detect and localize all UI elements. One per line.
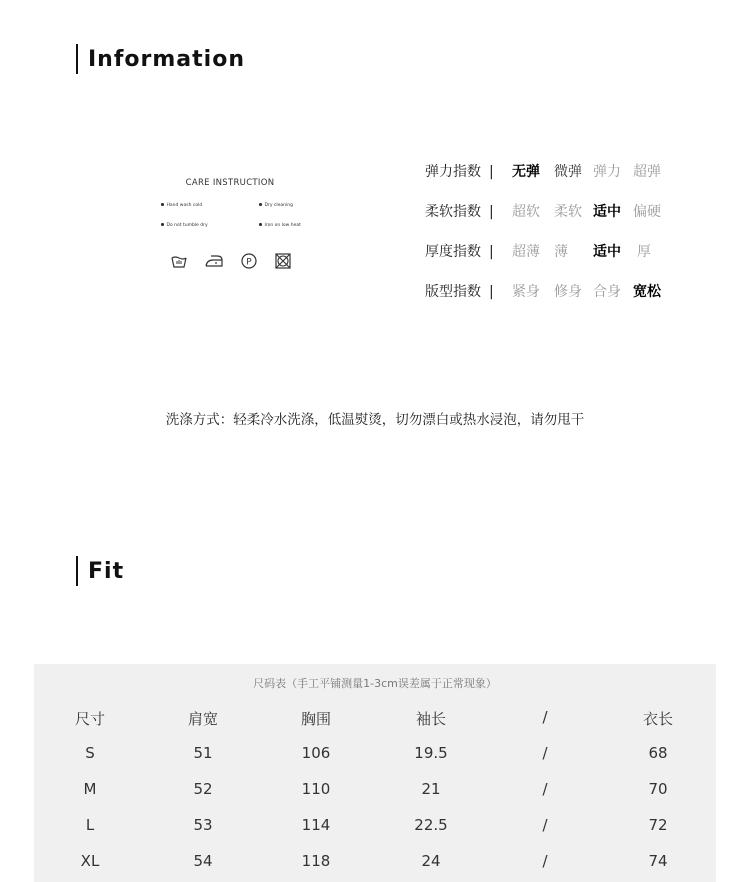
- size-table-cell: 68: [648, 744, 668, 762]
- index-option-active: 宽松: [633, 284, 661, 300]
- care-item-iron-low: [259, 223, 301, 228]
- fit-section-title: [76, 556, 124, 586]
- index-option: 偏硬: [633, 204, 661, 220]
- size-header-cell: /: [542, 708, 548, 726]
- size-table-cell: 51: [193, 744, 213, 762]
- index-option: 微弹: [554, 164, 582, 180]
- bullet-icon: [259, 203, 262, 206]
- index-option: 弹力: [593, 164, 621, 180]
- care-item-hand-wash: [161, 203, 202, 208]
- size-table-cell: 53: [193, 816, 213, 834]
- index-option: 超弹: [633, 164, 661, 180]
- care-heading: CARE INSTRUCTION: [185, 178, 275, 188]
- index-row-thickness: [425, 240, 685, 264]
- size-header-cell: 尺寸: [74, 710, 105, 728]
- size-table-cell: 24: [421, 852, 441, 870]
- size-table-cell: M: [83, 780, 97, 798]
- size-table-cell: 72: [648, 816, 668, 834]
- size-table-cell: 22.5: [414, 816, 448, 834]
- index-separator: |: [489, 204, 494, 220]
- care-instruction-card: [155, 170, 315, 280]
- index-separator: |: [489, 164, 494, 180]
- size-table-cell: 110: [301, 780, 331, 798]
- index-option: 紧身: [512, 284, 540, 300]
- size-table-cell: /: [542, 744, 548, 762]
- index-label: 弹力指数: [425, 164, 481, 180]
- index-option-active: 适中: [593, 204, 621, 220]
- size-header-cell: 衣长: [642, 710, 673, 728]
- index-label: 版型指数: [425, 284, 481, 300]
- index-label: 柔软指数: [425, 204, 481, 220]
- bullet-icon: [161, 203, 164, 206]
- size-table-cell: 21: [421, 780, 441, 798]
- index-option-active: 适中: [593, 244, 621, 260]
- size-table-cell: L: [85, 816, 95, 834]
- size-table-cell: S: [85, 744, 95, 762]
- size-table-cell: /: [542, 780, 548, 798]
- bullet-icon: [259, 223, 262, 226]
- size-table-cell: 114: [301, 816, 331, 834]
- no-tumble-dry-icon: [274, 252, 292, 270]
- index-option: 柔软: [554, 204, 582, 220]
- size-table-cell: 54: [193, 852, 213, 870]
- care-icons-row: [170, 252, 292, 270]
- size-table-cell: 74: [648, 852, 668, 870]
- size-table-cell: 19.5: [414, 744, 448, 762]
- size-table-cell: /: [542, 852, 548, 870]
- index-option: 超软: [512, 204, 540, 220]
- index-row-elasticity: [425, 160, 685, 184]
- index-option: 超薄: [512, 244, 540, 260]
- size-header-cell: 肩宽: [187, 710, 218, 728]
- size-table-caption: 尺码表（手工平铺测量1-3cm误差属于正常现象）: [253, 677, 497, 690]
- fit-title-text: Fit: [88, 558, 125, 584]
- care-item-no-tumble: [161, 223, 208, 228]
- information-title-text: Information: [88, 46, 245, 72]
- size-header-cell: 胸围: [300, 710, 331, 728]
- index-label: 厚度指数: [425, 244, 481, 260]
- index-separator: |: [489, 284, 494, 300]
- index-option-active: 无弹: [512, 164, 540, 180]
- care-item-text: Iron on low heat: [264, 223, 301, 228]
- care-item-text: Hand wash cold: [166, 203, 203, 208]
- iron-icon: [204, 252, 224, 270]
- care-item-text: Dry cleaning: [264, 203, 293, 208]
- hand-wash-icon: [170, 252, 188, 270]
- size-table-cell: /: [542, 816, 548, 834]
- size-table-cell: XL: [80, 852, 100, 870]
- index-option: 修身: [554, 284, 582, 300]
- index-option: 合身: [593, 284, 621, 300]
- size-table-cell: 106: [301, 744, 331, 762]
- index-option: 薄: [554, 244, 568, 260]
- index-option: 厚: [637, 244, 651, 260]
- size-table-panel: [34, 664, 716, 882]
- information-section-title: [76, 44, 245, 74]
- dry-clean-p-icon: [240, 252, 258, 270]
- title-accent-bar: [76, 44, 78, 74]
- p-letter: P: [246, 257, 252, 268]
- size-header-cell: 袖长: [415, 710, 446, 728]
- index-separator: |: [489, 244, 494, 260]
- wash-instructions: 洗涤方式：轻柔冷水洗涤，低温熨烫，切勿漂白或热水浸泡，请勿甩干: [165, 412, 585, 428]
- index-row-fit: [425, 280, 685, 304]
- bullet-icon: [161, 223, 164, 226]
- care-item-text: Do not tumble dry: [166, 223, 208, 228]
- size-table-cell: 70: [648, 780, 668, 798]
- title-accent-bar: [76, 556, 78, 586]
- size-table-cell: 52: [193, 780, 213, 798]
- care-item-dry-cleaning: [259, 203, 293, 208]
- index-row-softness: [425, 200, 685, 224]
- size-table-cell: 118: [301, 852, 331, 870]
